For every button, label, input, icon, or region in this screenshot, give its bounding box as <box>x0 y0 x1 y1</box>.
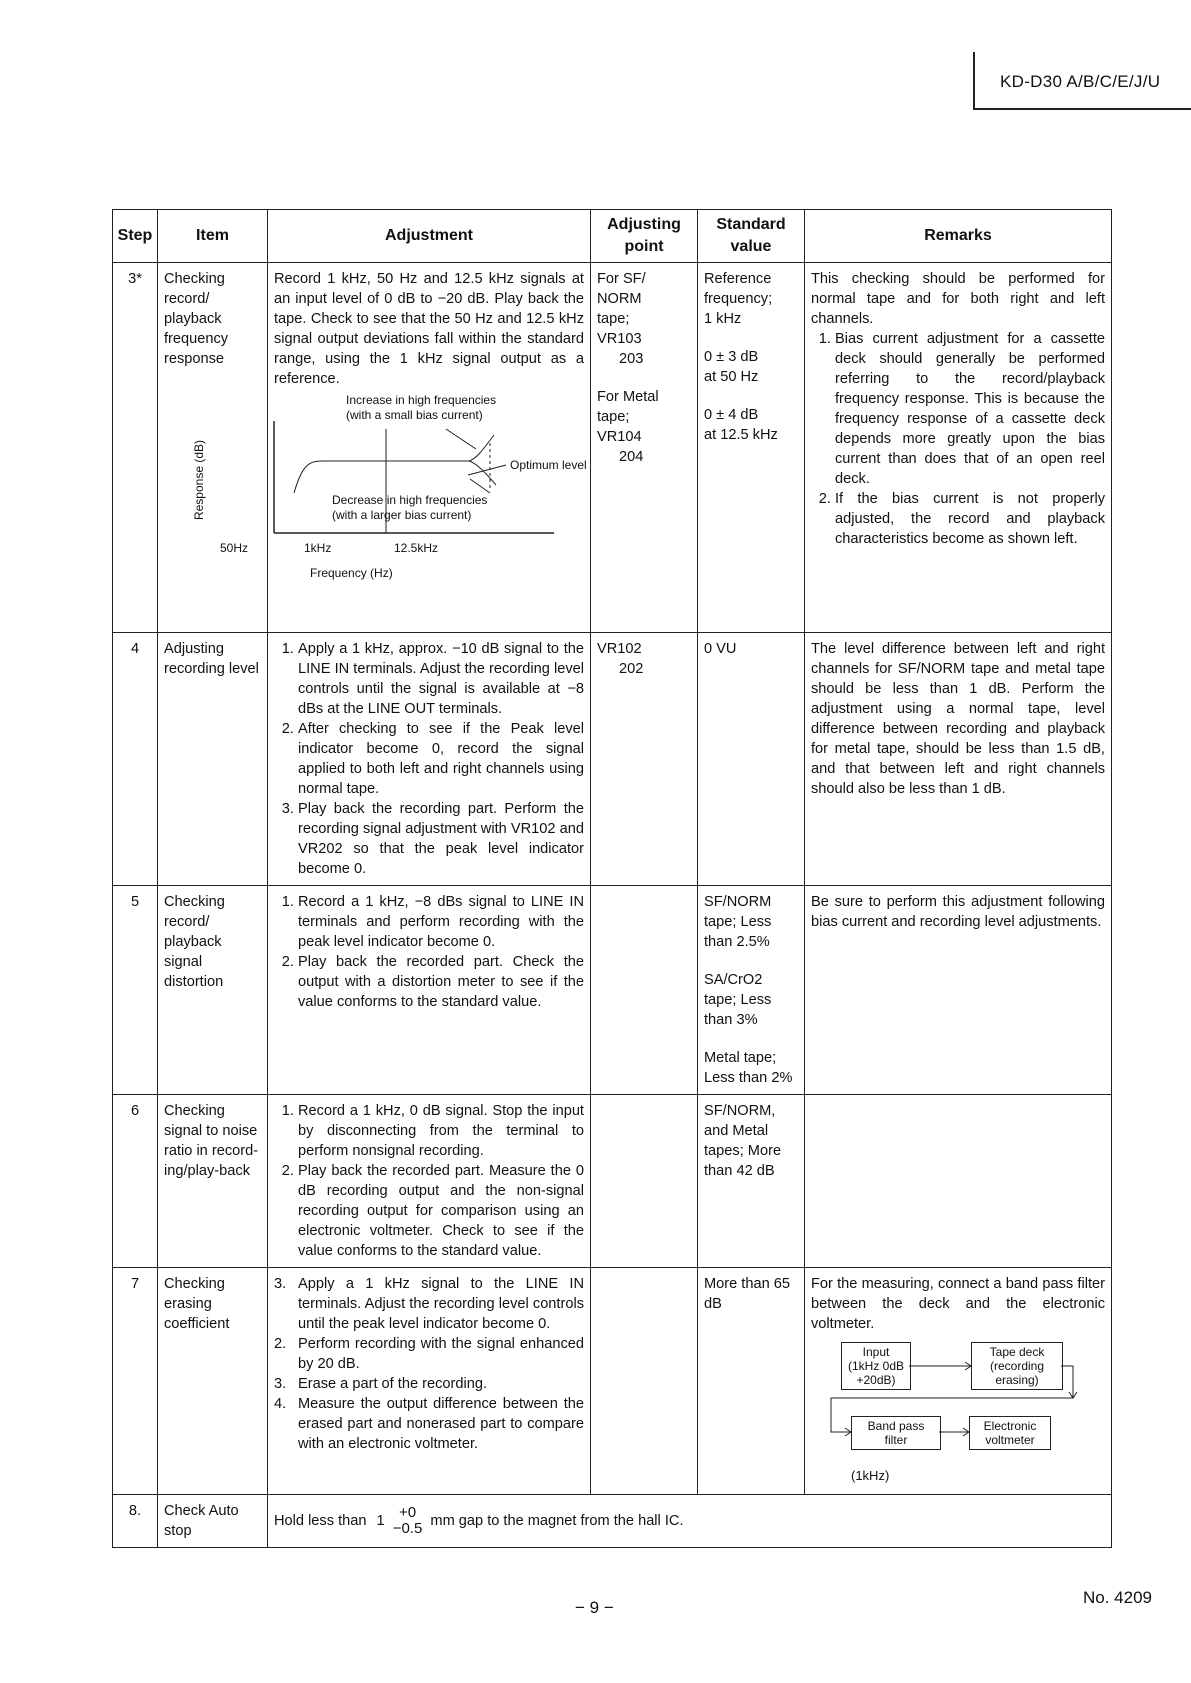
std-line: SA/CrO2 tape; Less than 3% <box>704 972 772 1028</box>
list-item: 1. Record a 1 kHz, −8 dBs signal to LINE IN terminals and perform recording with the peak level indicator become 0. <box>298 892 584 952</box>
step-text: Apply a 1 kHz signal to the LINE IN terminals. Adjust the recording level controls until the peak level indicator become 0. <box>298 1276 584 1332</box>
tolerance-minus: −0.5 <box>392 1520 423 1537</box>
remarks-intro: This checking should be performed for normal tape and for both right and left channels. <box>811 271 1105 327</box>
std-line: at 12.5 kHz <box>704 427 778 443</box>
adjustment-cell <box>268 886 591 1095</box>
step-text: Erase a part of the recording. <box>298 1376 488 1392</box>
adjustment-step <box>274 1334 584 1374</box>
list-item: 1. Record a 1 kHz, 0 dB signal. Stop the input by disconnecting from the terminal to perform nonsignal recording. <box>298 1101 584 1161</box>
bpf-label: filter <box>884 1433 908 1447</box>
point-line: VR102 <box>597 641 642 657</box>
list-item: 3. Play back the recording part. Perform the recording signal adjustment with VR102 and VR202 so that the peak level indicator become 0. <box>298 799 584 879</box>
list-item: 2. After checking to see if the Peak level indicator become 0, record the signal applied to both left and right channels using normal tape. <box>298 719 584 799</box>
header-remarks: Remarks <box>805 210 1112 263</box>
table-row <box>113 1095 1112 1268</box>
deck-label: (recording <box>989 1359 1045 1373</box>
bpf-frequency: (1kHz) <box>851 1468 890 1483</box>
point-line: tape; <box>597 409 630 425</box>
std-line: 1 kHz <box>704 311 742 327</box>
step-cell: 4 <box>113 633 158 886</box>
remarks-cell <box>805 1268 1112 1495</box>
item-cell: Checking record/ playback frequency response <box>158 263 268 633</box>
adjustment-list <box>274 1101 584 1261</box>
list-item: 2. Play back the recorded part. Measure the 0 dB recording output and the non-signal recording output for comparison using an electronic voltmeter. Check to see if the value conforms to the standard value. <box>298 1161 584 1261</box>
adjustment-list <box>274 639 584 879</box>
standard-value-cell: SF/NORM, and Metal tapes; More than 42 dB <box>698 1095 805 1268</box>
input-label: Input <box>862 1345 890 1359</box>
measurement-block-diagram <box>811 1338 1091 1488</box>
model-number: KD-D30 A/B/C/E/J/U <box>1000 72 1161 91</box>
adjustment-cell <box>268 1095 591 1268</box>
std-line: SF/NORM tape; Less than 2.5% <box>704 894 772 950</box>
graph-note-decrease-1: Decrease in high frequencies <box>332 493 488 507</box>
input-label: +20dB) <box>856 1373 896 1387</box>
point-line: VR103 <box>597 331 642 347</box>
adjustment-text: Record 1 kHz, 50 Hz and 12.5 kHz signals at an input level of 0 dB to −20 dB. Play back the tape. Check to see that the 50 Hz and 12.5 kHz signal output deviations fall within the standard range, using the 1 kHz signal output as a reference. <box>274 271 584 387</box>
remarks-list <box>811 329 1105 549</box>
input-label: (1kHz 0dB <box>847 1359 905 1373</box>
instruction-text: mm gap to the magnet from the hall IC. <box>430 1512 684 1529</box>
item-cell: Checking erasing coefficient <box>158 1268 268 1495</box>
header-adjusting-point: Adjusting point <box>591 210 698 263</box>
standard-value-cell: More than 65 dB <box>698 1268 805 1495</box>
decrease-arrow <box>470 479 490 493</box>
adjustment-step <box>274 1394 584 1454</box>
adjustment-cell <box>268 1268 591 1495</box>
tape-deck-block <box>971 1342 1063 1390</box>
optimum-arrow <box>468 465 506 475</box>
document-number: No. 4209 <box>1083 1588 1152 1607</box>
instruction-text: Hold less than <box>274 1512 367 1529</box>
remarks-cell <box>805 263 1112 633</box>
point-line: 203 <box>619 351 644 367</box>
header-step: Step <box>113 210 158 263</box>
gap-value: 1 <box>376 1512 385 1529</box>
step-number: 2. <box>274 1336 287 1352</box>
step-cell: 7 <box>113 1268 158 1495</box>
remarks-cell: Be sure to perform this adjustment following bias current and recording level adjustments. <box>805 886 1112 1095</box>
step-number: 4. <box>274 1396 287 1412</box>
voltmeter-label: voltmeter <box>985 1433 1035 1447</box>
deck-label: erasing) <box>995 1373 1039 1387</box>
adjusting-point-cell <box>591 1268 698 1495</box>
point-line: For Metal <box>597 389 659 405</box>
curve-increase <box>294 435 494 493</box>
graph-note-decrease-2: (with a larger bias current) <box>332 508 472 522</box>
deck-label: Tape deck <box>989 1345 1045 1359</box>
graph-tick-50hz: 50Hz <box>220 541 249 555</box>
adjustment-cell <box>268 633 591 886</box>
band-pass-filter-block <box>851 1416 941 1450</box>
step-number: 3. <box>274 1376 287 1392</box>
graph-tick-12-5khz: 12.5kHz <box>394 541 439 555</box>
graph-x-label: Frequency (Hz) <box>310 566 393 580</box>
table-row <box>113 886 1112 1095</box>
voltmeter-label: Electronic <box>983 1419 1037 1433</box>
step-cell: 8. <box>113 1495 158 1548</box>
table-row <box>113 1495 1112 1548</box>
header-standard-value: Standard value <box>698 210 805 263</box>
list-item: 2. If the bias current is not properly adjusted, the record and playback characteristics become as shown left. <box>835 489 1105 549</box>
tolerance-plus: +0 <box>398 1504 417 1521</box>
instruction-cell <box>268 1495 1112 1548</box>
frequency-response-graph <box>192 393 674 593</box>
std-line: 0 ± 4 dB <box>704 407 759 423</box>
step-cell: 3* <box>113 263 158 633</box>
point-line: VR104 <box>597 429 642 445</box>
step-text: Perform recording with the signal enhanced by 20 dB. <box>298 1336 584 1372</box>
remarks-cell <box>805 1095 1112 1268</box>
point-line: For SF/ <box>597 271 646 287</box>
page-number: − 9 − <box>575 1598 614 1617</box>
point-line: NORM <box>597 291 642 307</box>
voltmeter-block <box>969 1416 1051 1450</box>
adjusting-point-cell <box>591 1095 698 1268</box>
std-line: 0 ± 3 dB <box>704 349 759 365</box>
list-item: 2. Play back the recorded part. Check the output with a distortion meter to see if the value conforms to the standard value. <box>298 952 584 1012</box>
graph-note-optimum: Optimum level <box>510 458 587 472</box>
adjusting-point-cell <box>591 886 698 1095</box>
increase-arrow <box>446 429 476 449</box>
adjustment-step <box>274 1274 584 1334</box>
step-number: 3. <box>274 1276 287 1292</box>
adjustment-step <box>274 1374 584 1394</box>
std-line: at 50 Hz <box>704 369 759 385</box>
item-cell: Checking record/ playback signal distortion <box>158 886 268 1095</box>
list-item: 1. Bias current adjustment for a cassette deck should generally be performed referring to the record/playback frequency response. This is because the frequency response of a cassette deck depends more greatly upon the bias current than does that of an open reel deck. <box>835 329 1105 489</box>
adjusting-point-cell <box>591 633 698 886</box>
tolerance <box>393 1505 423 1537</box>
std-line: Reference frequency; <box>704 271 773 307</box>
adjustment-list <box>274 892 584 1012</box>
header-item: Item <box>158 210 268 263</box>
point-line: 204 <box>619 449 644 465</box>
input-block <box>841 1342 911 1390</box>
table-row <box>113 263 1112 633</box>
table-row <box>113 1268 1112 1495</box>
adjustment-table <box>112 209 1112 1548</box>
point-line: tape; <box>597 311 630 327</box>
graph-note-increase-2: (with a small bias current) <box>346 408 483 422</box>
table-row <box>113 633 1112 886</box>
point-line: 202 <box>619 661 644 677</box>
table-header-row <box>113 210 1112 263</box>
header-adjustment: Adjustment <box>268 210 591 263</box>
standard-value-cell: 0 VU <box>698 633 805 886</box>
item-cell: Check Auto stop <box>158 1495 268 1548</box>
step-cell: 5 <box>113 886 158 1095</box>
remarks-cell: The level difference between left and right channels for SF/NORM tape and metal tape should be less than 1 dB. Perform the adjustment using a normal tape, level difference between recording and playback for metal tape, should be less than 1.5 dB, and that between left and right channels should also be less than 1 dB. <box>805 633 1112 886</box>
graph-tick-1khz: 1kHz <box>304 541 332 555</box>
item-cell: Adjusting recording level <box>158 633 268 886</box>
step-text: Measure the output difference between the erased part and nonerased part to compare with an electronic voltmeter. <box>298 1396 584 1452</box>
standard-value-cell <box>698 263 805 633</box>
item-cell: Checking signal to noise ratio in record-ing/play-back <box>158 1095 268 1268</box>
remarks-text: For the measuring, connect a band pass filter between the deck and the electronic voltmeter. <box>811 1276 1105 1332</box>
standard-value-cell <box>698 886 805 1095</box>
step-cell: 6 <box>113 1095 158 1268</box>
graph-note-increase-1: Increase in high frequencies <box>346 393 497 407</box>
list-item: 1. Apply a 1 kHz, approx. −10 dB signal to the LINE IN terminals. Adjust the recording level controls until the signal is available at −8 dBs at the LINE OUT terminals. <box>298 639 584 719</box>
bpf-label: Band pass <box>867 1419 925 1433</box>
std-line: Metal tape; Less than 2% <box>704 1050 793 1086</box>
graph-y-label: Response (dB) <box>192 439 206 521</box>
